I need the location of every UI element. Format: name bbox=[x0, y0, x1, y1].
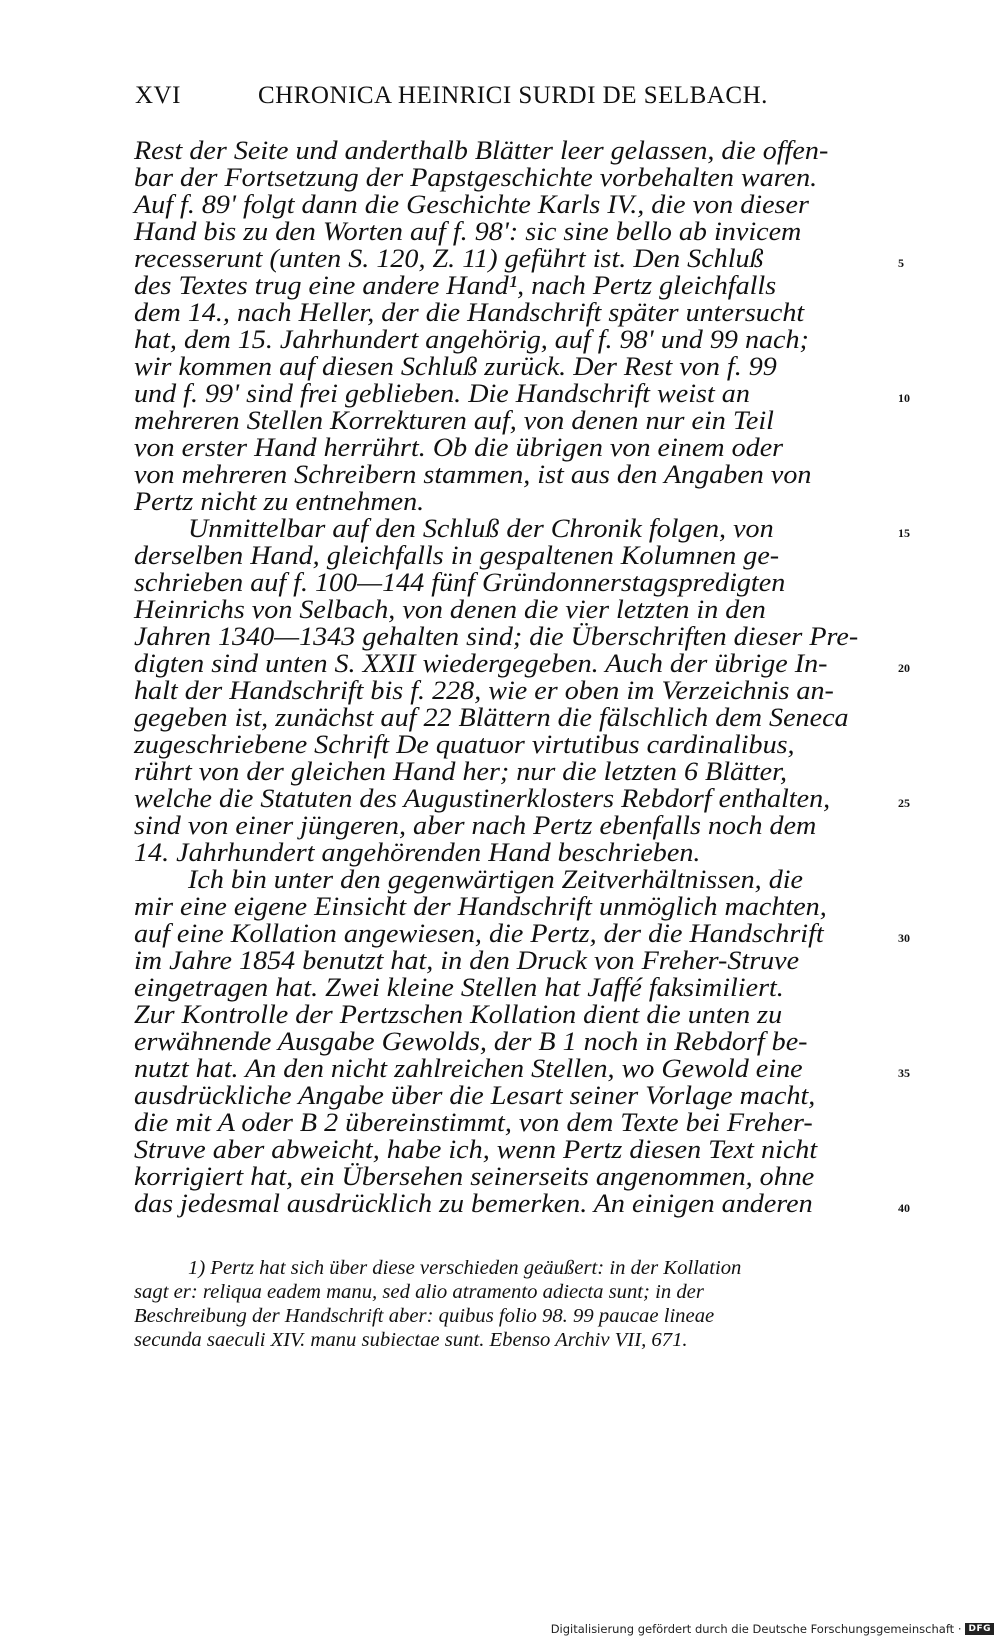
body-line: wir kommen auf diesen Schluß zurück. Der Rest von f. 99 bbox=[134, 351, 777, 381]
body-line: des Textes trug eine andere Hand¹, nach Pertz gleichfalls bbox=[134, 270, 777, 300]
body-line: dem 14., nach Heller, der die Handschrift später untersucht bbox=[134, 297, 805, 327]
body-line: ausdrückliche Angabe über die Lesart seiner Vorlage macht, bbox=[134, 1080, 816, 1110]
line-number: 35 bbox=[898, 1066, 910, 1080]
body-line: das jedesmal ausdrücklich zu bemerken. An einigen anderen bbox=[134, 1188, 813, 1218]
line-number: 25 bbox=[898, 796, 910, 810]
running-title: CHRONICA HEINRICI SURDI DE SELBACH. bbox=[258, 82, 768, 109]
body-line: Auf f. 89' folgt dann die Geschichte Karls IV., die von dieser bbox=[134, 189, 809, 219]
body-line: bar der Fortsetzung der Papstgeschichte vorbehalten waren. bbox=[134, 162, 818, 192]
footnote-line: secunda saeculi XIV. manu subiectae sunt. Ebenso Archiv VII, 671. bbox=[134, 1330, 688, 1351]
line-number: 5 bbox=[898, 256, 904, 270]
body-line: mir eine eigene Einsicht der Handschrift unmöglich machten, bbox=[134, 891, 827, 921]
body-line: sind von einer jüngeren, aber nach Pertz ebenfalls noch dem bbox=[134, 810, 817, 840]
credit-text: Digitalisierung gefördert durch die Deutsche Forschungsgemeinschaft · bbox=[550, 1622, 962, 1636]
footnote-line: Beschreibung der Handschrift aber: quibus folio 98. 99 paucae lineae bbox=[134, 1306, 715, 1327]
body-line: Jahren 1340—1343 gehalten sind; die Überschriften dieser Pre- bbox=[134, 621, 859, 651]
body-line: zugeschriebene Schrift De quatuor virtutibus cardinalibus, bbox=[134, 729, 795, 759]
body-line: die mit A oder B 2 übereinstimmt, von dem Texte bei Freher- bbox=[134, 1107, 813, 1137]
body-line: mehreren Stellen Korrekturen auf, von denen nur ein Teil bbox=[134, 405, 774, 435]
body-line: halt der Handschrift bis f. 228, wie er oben im Verzeichnis an- bbox=[134, 675, 834, 705]
body-line: erwähnende Ausgabe Gewolds, der B 1 noch in Rebdorf be- bbox=[134, 1026, 808, 1056]
body-line: korrigiert hat, ein Übersehen seinerseits angenommen, ohne bbox=[134, 1161, 815, 1191]
body-line: 14. Jahrhundert angehörenden Hand beschrieben. bbox=[134, 837, 701, 867]
body-line: digten sind unten S. XXII wiedergegeben. Auch der übrige In- bbox=[134, 648, 828, 678]
body-line: Rest der Seite und anderthalb Blätter leer gelassen, die offen- bbox=[134, 135, 829, 165]
body-line: hat, dem 15. Jahrhundert angehörig, auf f. 98' und 99 nach; bbox=[134, 324, 809, 354]
body-line: derselben Hand, gleichfalls in gespaltenen Kolumnen ge- bbox=[134, 540, 780, 570]
body-line: rührt von der gleichen Hand her; nur die letzten 6 Blätter, bbox=[134, 756, 787, 786]
body-line: recesserunt (unten S. 120, Z. 11) geführt ist. Den Schluß bbox=[134, 243, 764, 273]
body-line: eingetragen hat. Zwei kleine Stellen hat Jaffé faksimiliert. bbox=[134, 972, 784, 1002]
body-line: im Jahre 1854 benutzt hat, in den Druck von Freher-Struve bbox=[134, 945, 800, 975]
line-number: 30 bbox=[898, 931, 910, 945]
body-line: Pertz nicht zu entnehmen. bbox=[134, 486, 425, 516]
body-line: Zur Kontrolle der Pertzschen Kollation dient die unten zu bbox=[134, 999, 783, 1029]
running-header bbox=[135, 82, 875, 116]
body-line: Heinrichs von Selbach, von denen die vier letzten in den bbox=[134, 594, 766, 624]
body-line: Struve aber abweicht, habe ich, wenn Pertz diesen Text nicht bbox=[134, 1134, 818, 1164]
body-line: Ich bin unter den gegenwärtigen Zeitverhältnissen, die bbox=[188, 864, 804, 894]
body-line: nutzt hat. An den nicht zahlreichen Stellen, wo Gewold eine bbox=[134, 1053, 803, 1083]
line-number: 20 bbox=[898, 661, 910, 675]
footnote-line: 1) Pertz hat sich über diese verschieden geäußert: in der Kollation bbox=[188, 1258, 742, 1279]
page-number: XVI bbox=[135, 82, 181, 109]
body-line: auf eine Kollation angewiesen, die Pertz, der die Handschrift bbox=[134, 918, 824, 948]
line-number: 15 bbox=[898, 526, 910, 540]
line-number: 40 bbox=[898, 1201, 910, 1215]
body-line: welche die Statuten des Augustinerklosters Rebdorf enthalten, bbox=[134, 783, 831, 813]
body-line: schrieben auf f. 100—144 fünf Gründonnerstagspredigten bbox=[134, 567, 786, 597]
footnote-line: sagt er: reliqua eadem manu, sed alio atramento adiecta sunt; in der bbox=[134, 1282, 704, 1303]
body-line: von erster Hand herrührt. Ob die übrigen von einem oder bbox=[134, 432, 784, 462]
line-number: 10 bbox=[898, 391, 910, 405]
dfg-logo: DFG bbox=[965, 1623, 994, 1635]
body-line: und f. 99' sind frei geblieben. Die Handschrift weist an bbox=[134, 378, 750, 408]
body-line: Hand bis zu den Worten auf f. 98': sic sine bello ab invicem bbox=[134, 216, 802, 246]
body-line: von mehreren Schreibern stammen, ist aus den Angaben von bbox=[134, 459, 812, 489]
body-line: gegeben ist, zunächst auf 22 Blättern die fälschlich dem Seneca bbox=[134, 702, 849, 732]
digitization-credit bbox=[551, 1622, 994, 1636]
body-line: Unmittelbar auf den Schluß der Chronik folgen, von bbox=[188, 513, 774, 543]
